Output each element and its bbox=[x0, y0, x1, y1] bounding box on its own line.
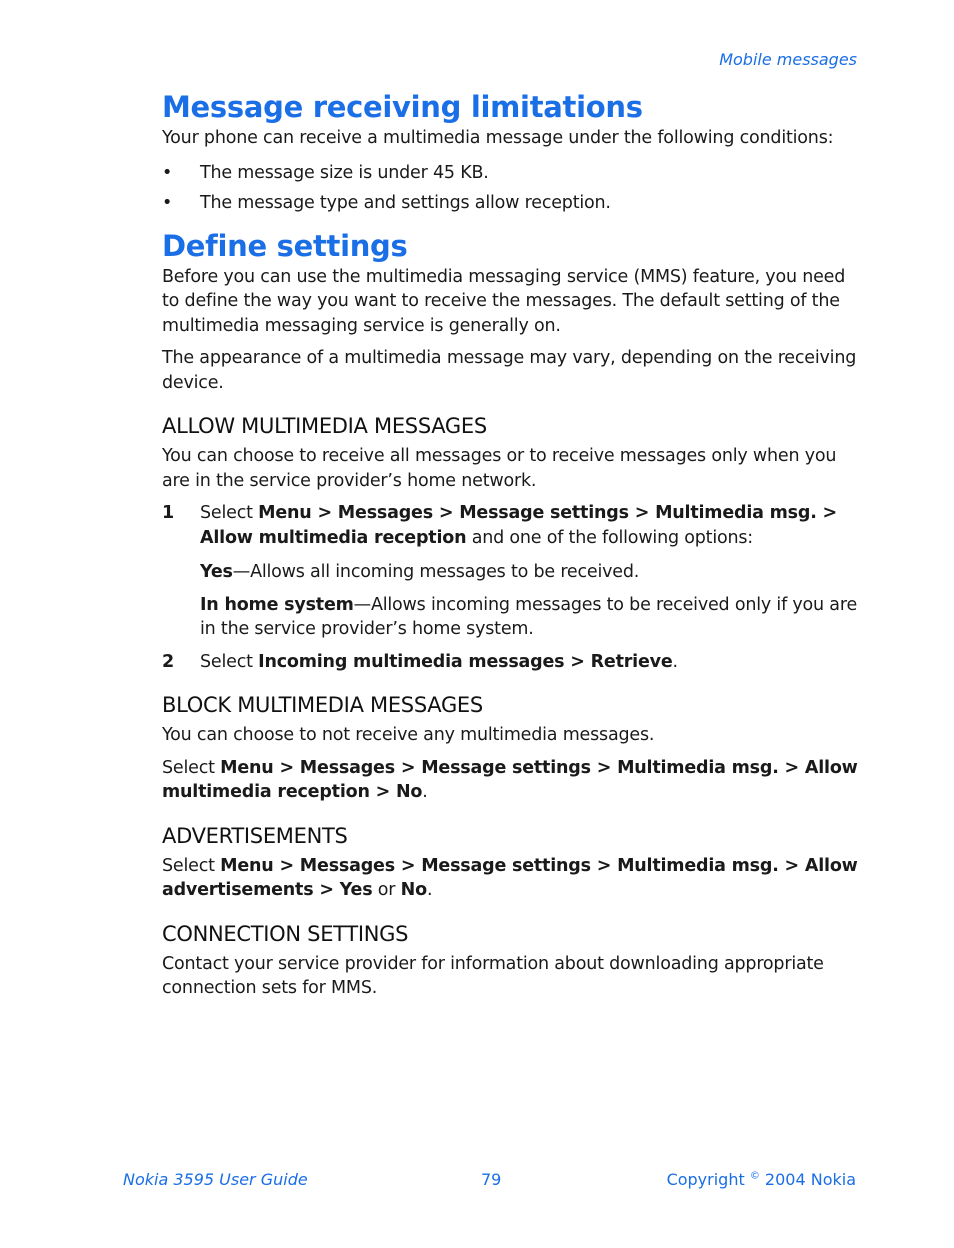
list-item-text: The message type and settings allow reception. bbox=[200, 193, 611, 213]
option-yes bbox=[162, 560, 862, 585]
instruction-text: or bbox=[372, 880, 401, 900]
bullet-icon: • bbox=[162, 193, 173, 213]
menu-path: Menu > Messages > Message settings > Multimedia msg. > Allow advertisements > Yes bbox=[162, 855, 858, 900]
menu-path: Menu > Messages > Message settings > Multimedia msg. > Allow multimedia reception > No bbox=[162, 757, 858, 802]
subheading-connection-settings: CONNECTION SETTINGS bbox=[162, 921, 409, 946]
block-instruction bbox=[162, 756, 862, 805]
step-text: and one of the following options: bbox=[466, 527, 754, 548]
step-text: . bbox=[672, 651, 678, 672]
define-settings-paragraph-1: Before you can use the multimedia messaging service (MMS) feature, you need to define the way you want to receive the messages. The default setting of the multimedia messaging service is generally on. bbox=[162, 266, 846, 336]
bullet-icon: • bbox=[162, 162, 173, 183]
copyright-text: Copyright bbox=[666, 1170, 750, 1189]
subheading-block-multimedia: BLOCK MULTIMEDIA MESSAGES bbox=[162, 693, 483, 717]
instruction-text: Select bbox=[162, 855, 221, 876]
option-label: Yes bbox=[200, 562, 233, 582]
ads-instruction bbox=[162, 854, 862, 903]
menu-option: No bbox=[400, 880, 427, 900]
section-intro: Your phone can receive a multimedia message under the following conditions: bbox=[162, 128, 834, 148]
section-title-receiving-limitations: Message receiving limitations bbox=[162, 90, 643, 124]
conditions-list bbox=[162, 161, 862, 216]
page-number: 79 bbox=[481, 1170, 502, 1189]
footer-copyright bbox=[667, 1170, 856, 1189]
option-label: In home system bbox=[200, 594, 354, 615]
option-home-system bbox=[162, 593, 862, 642]
running-header: Mobile messages bbox=[719, 50, 857, 69]
list-item bbox=[162, 191, 862, 216]
subheading-advertisements: ADVERTISEMENTS bbox=[162, 823, 348, 848]
list-item bbox=[162, 161, 862, 186]
menu-path: Menu > Messages > Message settings > Multimedia msg. > Allow multimedia reception bbox=[200, 503, 838, 548]
step-2 bbox=[162, 650, 862, 675]
copyright-symbol: © bbox=[749, 1170, 760, 1182]
copyright-text: 2004 Nokia bbox=[759, 1170, 856, 1189]
option-description: —Allows all incoming messages to be received. bbox=[232, 562, 640, 582]
section-title-define-settings: Define settings bbox=[162, 228, 408, 263]
option-description: —Allows incoming messages to be received only if you are in the service provider’s home system. bbox=[200, 594, 858, 639]
connection-text: Contact your service provider for information about downloading appropriate connection sets for MMS. bbox=[162, 953, 824, 998]
step-number: 1 bbox=[162, 503, 174, 523]
instruction-text: . bbox=[426, 880, 433, 900]
step-1 bbox=[162, 501, 862, 550]
step-text: Select bbox=[200, 503, 259, 523]
step-text: Select bbox=[200, 651, 259, 672]
subheading-allow-multimedia: ALLOW MULTIMEDIA MESSAGES bbox=[162, 414, 487, 438]
allow-intro: You can choose to receive all messages or to receive messages only when you are in the service provider’s home network. bbox=[162, 446, 837, 491]
instruction-text: Select bbox=[162, 757, 221, 778]
define-settings-paragraph-2: The appearance of a multimedia message may vary, depending on the receiving device. bbox=[162, 348, 857, 393]
block-intro: You can choose to not receive any multimedia messages. bbox=[162, 725, 655, 745]
step-number: 2 bbox=[162, 651, 174, 672]
menu-path: Incoming multimedia messages > Retrieve bbox=[258, 651, 673, 672]
page-content bbox=[162, 88, 862, 1001]
instruction-text: . bbox=[422, 782, 428, 802]
footer-guide-title: Nokia 3595 User Guide bbox=[123, 1170, 308, 1189]
list-item-text: The message size is under 45 KB. bbox=[200, 162, 489, 183]
page-footer bbox=[123, 1170, 856, 1192]
